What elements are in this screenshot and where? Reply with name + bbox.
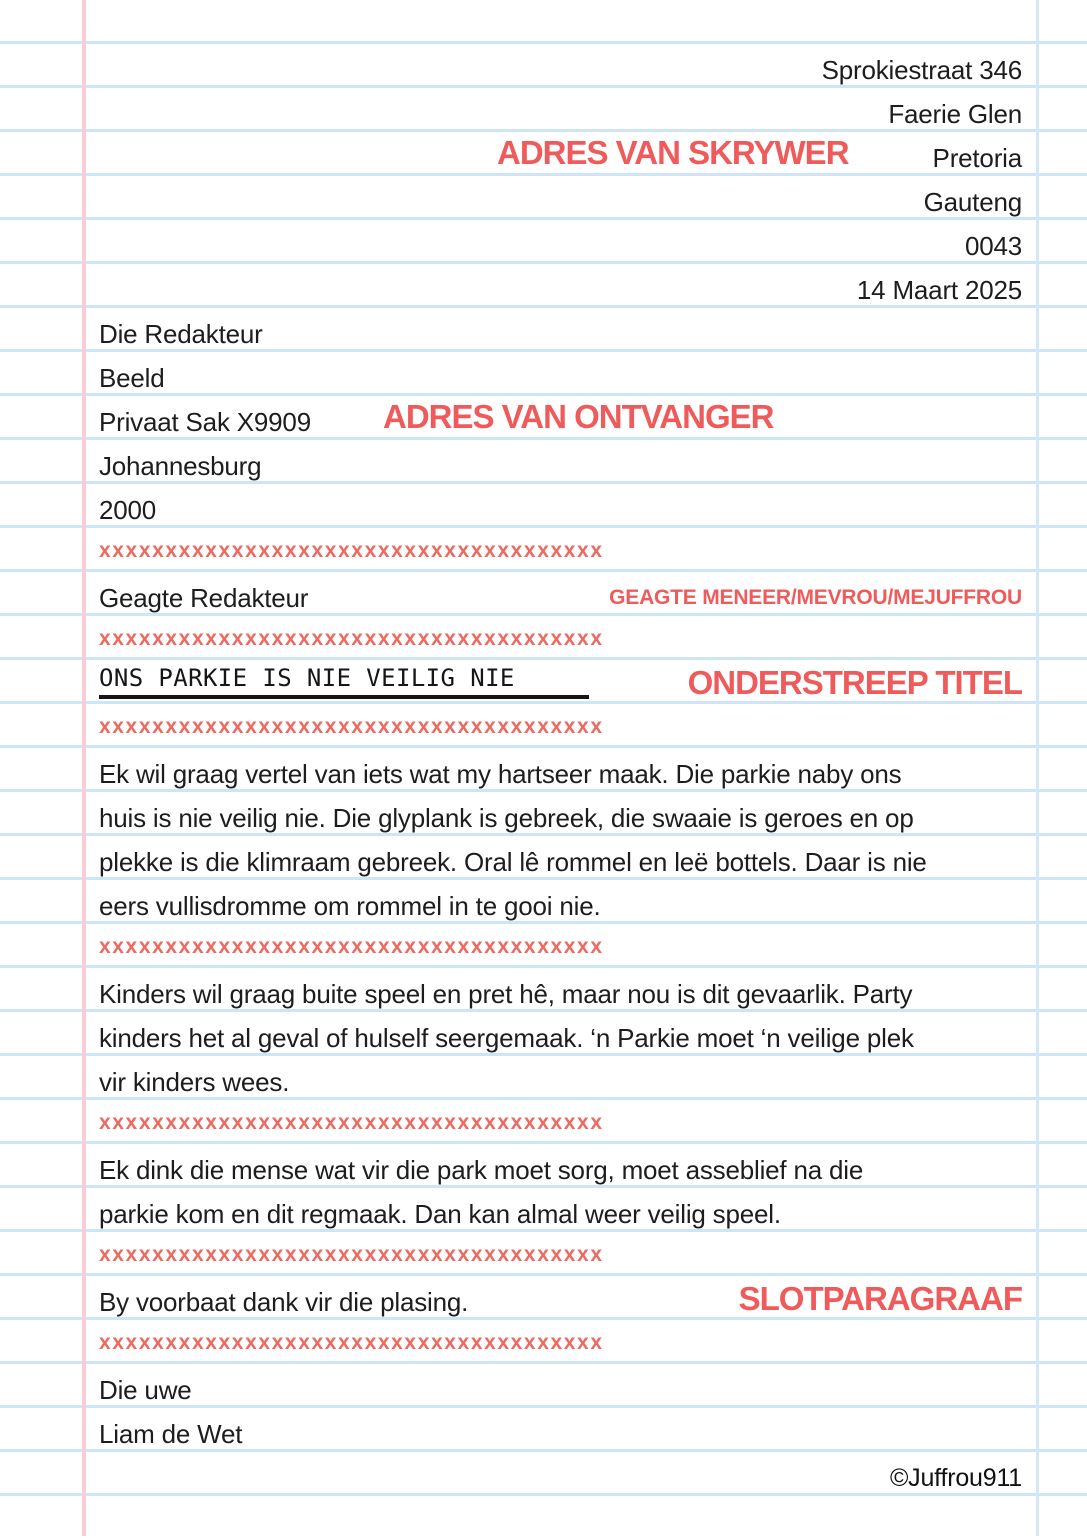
recipient-address-row	[0, 440, 1087, 484]
body-row	[0, 880, 1087, 924]
recipient-address-row	[0, 396, 1087, 440]
date-row	[0, 264, 1087, 308]
body-line: parkie kom en dit regmaak. Dan kan almal weer veilig speel.	[99, 1199, 781, 1229]
recipient-address-row	[0, 484, 1087, 528]
watermark-row	[0, 1452, 1087, 1496]
body-row	[0, 1144, 1087, 1188]
sender-address-row	[0, 88, 1087, 132]
placeholder-x-line: xxxxxxxxxxxxxxxxxxxxxxxxxxxxxxxxxxxxxx	[99, 627, 604, 650]
title-row	[0, 660, 1087, 704]
signoff-row	[0, 1408, 1087, 1452]
closing-hint-label: SLOTPARAGRAAF	[738, 1280, 1022, 1317]
body-line: Ek wil graag vertel van iets wat my hartseer maak. Die parkie naby ons	[99, 759, 902, 789]
closing-row	[0, 1276, 1087, 1320]
signoff-row	[0, 1364, 1087, 1408]
placeholder-x-line: xxxxxxxxxxxxxxxxxxxxxxxxxxxxxxxxxxxxxx	[99, 1243, 604, 1266]
body-line: eers vullisdromme om rommel in te gooi nie.	[99, 891, 601, 921]
writer-address-label: ADRES VAN SKRYWER	[497, 134, 849, 171]
body-row	[0, 1012, 1087, 1056]
signoff-phrase: Die uwe	[99, 1375, 192, 1405]
sender-address-row	[0, 176, 1087, 220]
body-row	[0, 1188, 1087, 1232]
body-row	[0, 792, 1087, 836]
placeholder-row	[0, 924, 1087, 968]
body-line: Ek dink die mense wat vir die park moet sorg, moet asseblief na die	[99, 1155, 864, 1185]
body-row	[0, 836, 1087, 880]
placeholder-row	[0, 1232, 1087, 1276]
placeholder-row	[0, 528, 1087, 572]
sender-address-line: Faerie Glen	[888, 99, 1022, 129]
recipient-address-line: Beeld	[99, 363, 165, 393]
placeholder-x-line: xxxxxxxxxxxxxxxxxxxxxxxxxxxxxxxxxxxxxx	[99, 935, 604, 958]
sender-address-line: Pretoria	[932, 143, 1022, 173]
body-line: Kinders wil graag buite speel en pret hê, maar nou is dit gevaarlik. Party	[99, 979, 913, 1009]
sender-address-line: Gauteng	[923, 187, 1022, 217]
letter-title: ONS PARKIE IS NIE VEILIG NIE	[99, 666, 589, 699]
placeholder-x-line: xxxxxxxxxxxxxxxxxxxxxxxxxxxxxxxxxxxxxx	[99, 539, 604, 562]
closing-text: By voorbaat dank vir die plasing.	[99, 1287, 469, 1317]
letter-date: 14 Maart 2025	[856, 275, 1022, 305]
placeholder-row	[0, 704, 1087, 748]
salutation-text: Geagte Redakteur	[99, 583, 309, 613]
underline-title-label: ONDERSTREEP TITEL	[687, 664, 1022, 701]
placeholder-row	[0, 1100, 1087, 1144]
recipient-address-row	[0, 352, 1087, 396]
body-row	[0, 968, 1087, 1012]
placeholder-x-line: xxxxxxxxxxxxxxxxxxxxxxxxxxxxxxxxxxxxxx	[99, 715, 604, 738]
blank-row	[0, 0, 1087, 44]
placeholder-row	[0, 1320, 1087, 1364]
placeholder-x-line: xxxxxxxxxxxxxxxxxxxxxxxxxxxxxxxxxxxxxx	[99, 1331, 604, 1354]
sender-address-line: 0043	[964, 231, 1022, 261]
signature-name: Liam de Wet	[99, 1419, 243, 1449]
recipient-address-line: Die Redakteur	[99, 319, 263, 349]
sender-address-line: Sprokiestraat 346	[821, 55, 1022, 85]
body-row	[0, 748, 1087, 792]
sender-address-row	[0, 44, 1087, 88]
recipient-address-line: 2000	[99, 495, 157, 525]
body-line: plekke is die klimraam gebreek. Oral lê rommel en leë bottels. Daar is nie	[99, 847, 927, 877]
sender-address-row	[0, 220, 1087, 264]
placeholder-row	[0, 616, 1087, 660]
blank-row	[0, 1496, 1087, 1540]
body-line: vir kinders wees.	[99, 1067, 290, 1097]
recipient-address-label: ADRES VAN ONTVANGER	[383, 398, 774, 435]
body-row	[0, 1056, 1087, 1100]
placeholder-x-line: xxxxxxxxxxxxxxxxxxxxxxxxxxxxxxxxxxxxxx	[99, 1111, 604, 1134]
sender-address-row	[0, 132, 1087, 176]
salutation-hint-label: GEAGTE MENEER/MEVROU/MEJUFFROU	[609, 586, 1022, 609]
watermark-text: ©Juffrou911	[889, 1464, 1022, 1492]
recipient-address-row	[0, 308, 1087, 352]
salutation-row	[0, 572, 1087, 616]
recipient-address-line: Johannesburg	[99, 451, 262, 481]
body-line: huis is nie veilig nie. Die glyplank is gebreek, die swaaie is geroes en op	[99, 803, 914, 833]
body-line: kinders het al geval of hulself seergemaak. ‘n Parkie moet ‘n veilige plek	[99, 1023, 914, 1053]
recipient-address-line: Privaat Sak X9909	[99, 407, 311, 437]
